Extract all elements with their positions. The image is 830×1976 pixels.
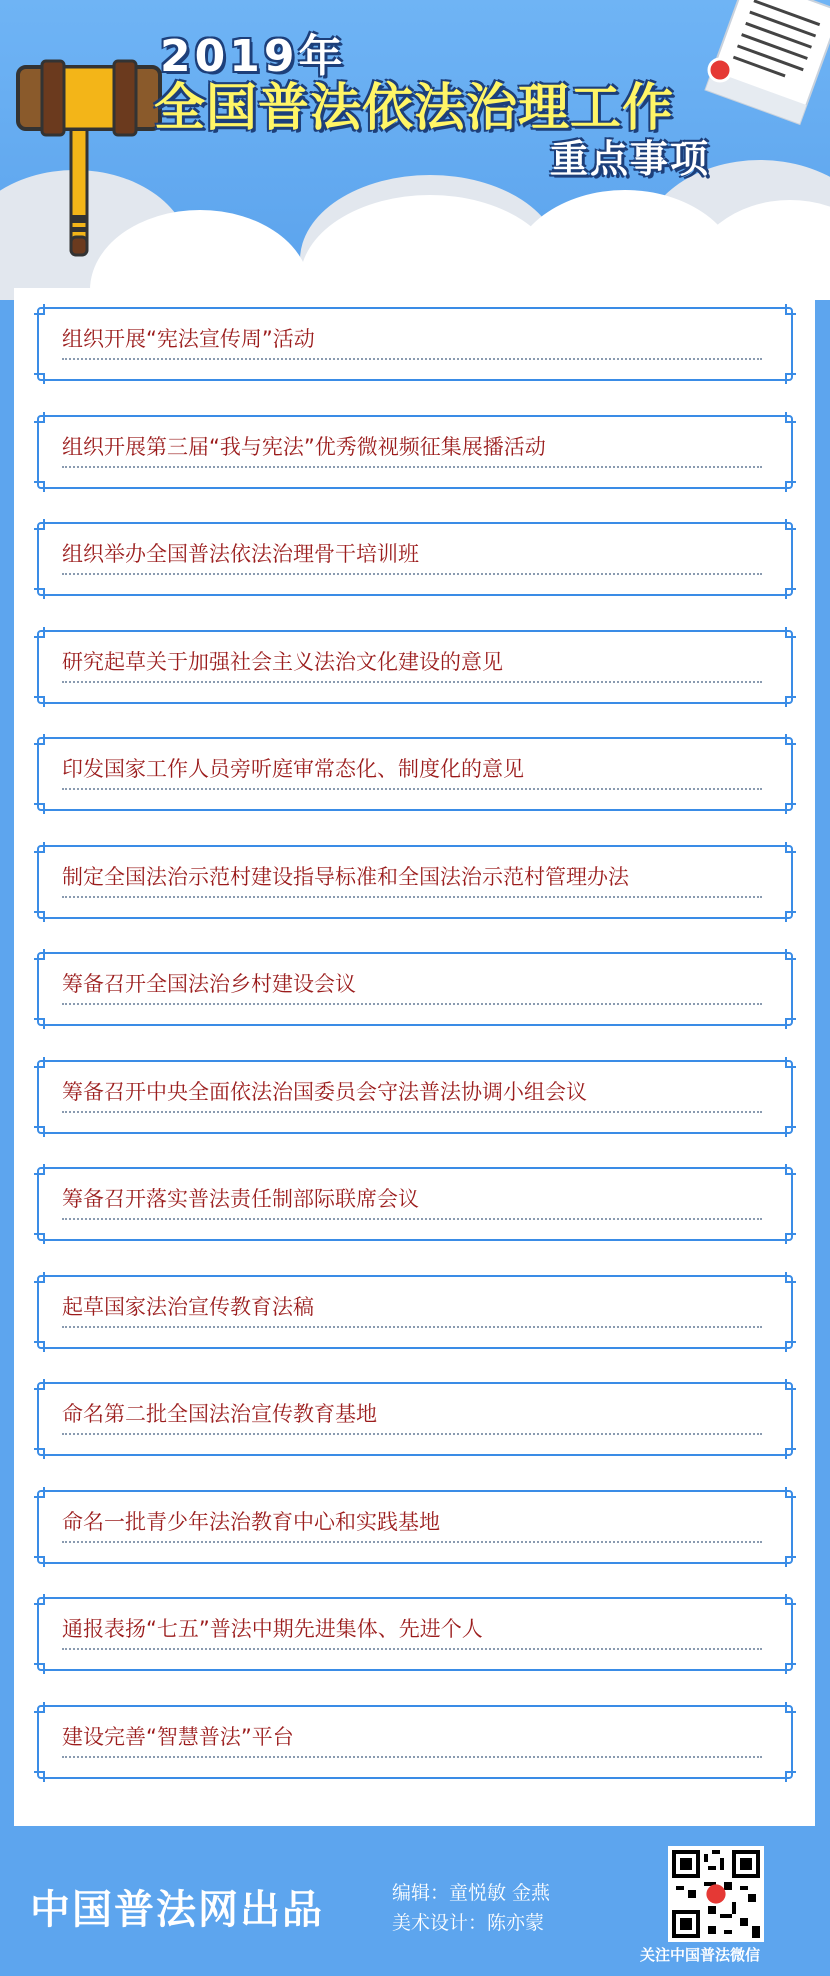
- list-item: [34, 1594, 796, 1674]
- dotted-underline: [62, 896, 762, 898]
- header-title: 全国普法依法治理工作: [154, 79, 675, 138]
- dotted-underline: [62, 1756, 762, 1758]
- list-item: [34, 949, 796, 1029]
- header-subtitle: 重点事项: [550, 137, 711, 181]
- gavel-icon: [14, 55, 164, 265]
- dotted-underline: [62, 1433, 762, 1435]
- list-item-text: 命名一批青少年法治教育中心和实践基地: [62, 1509, 440, 1534]
- dotted-underline: [62, 1541, 762, 1543]
- footer-brand: 中国普法网出品: [30, 1886, 324, 1933]
- qr-code-icon: [672, 1850, 760, 1938]
- list-item-text: 筹备召开全国法治乡村建设会议: [62, 972, 356, 996]
- dotted-underline: [62, 1003, 762, 1005]
- dotted-underline: [62, 358, 762, 360]
- document-icon: [690, 0, 830, 128]
- list-item-text: 建设完善“智慧普法”平台: [62, 1724, 294, 1749]
- list-item-text: 研究起草关于加强社会主义法治文化建设的意见: [62, 649, 503, 674]
- dotted-underline: [62, 1648, 762, 1650]
- list-item-text: 组织举办全国普法依法治理骨干培训班: [62, 542, 419, 566]
- list-item-text: 制定全国法治示范村建设指导标准和全国法治示范村管理办法: [62, 864, 629, 889]
- list-item-text: 组织开展第三届“我与宪法”优秀微视频征集展播活动: [62, 434, 546, 459]
- footer-designer: 美术设计：陈亦蒙: [392, 1912, 545, 1934]
- qr-caption: 关注中国普法微信: [640, 1946, 761, 1964]
- list-item-text: 筹备召开落实普法责任制部际联席会议: [62, 1187, 419, 1211]
- list-item: [34, 1057, 796, 1137]
- dotted-underline: [62, 681, 762, 683]
- dotted-underline: [62, 1218, 762, 1220]
- list-item: [34, 1379, 796, 1459]
- list-item-text: 命名第二批全国法治宣传教育基地: [62, 1402, 377, 1426]
- list-item-text: 组织开展“宪法宣传周”活动: [62, 327, 315, 351]
- footer-editors: 编辑：童悦敏 金燕: [392, 1882, 551, 1904]
- list-item: [34, 412, 796, 492]
- items-panel: [14, 288, 815, 1826]
- list-item-text: 起草国家法治宣传教育法稿: [62, 1294, 314, 1319]
- dotted-underline: [62, 788, 762, 790]
- list-item: [34, 1487, 796, 1567]
- list-item-text: 印发国家工作人员旁听庭审常态化、制度化的意见: [62, 757, 524, 781]
- dotted-underline: [62, 1111, 762, 1113]
- list-item-text: 通报表扬“七五”普法中期先进集体、先进个人: [62, 1617, 483, 1641]
- header-year: 2019年: [160, 31, 347, 82]
- list-item: [34, 304, 796, 384]
- list-item: [34, 627, 796, 707]
- list-item: [34, 1702, 796, 1782]
- footer: [0, 1826, 830, 1976]
- list-item: [34, 734, 796, 814]
- header-banner: [0, 0, 830, 300]
- list-item-text: 筹备召开中央全面依法治国委员会守法普法协调小组会议: [62, 1079, 587, 1104]
- list-item: [34, 842, 796, 922]
- list-item: [34, 519, 796, 599]
- list-item: [34, 1164, 796, 1244]
- dotted-underline: [62, 466, 762, 468]
- dotted-underline: [62, 1326, 762, 1328]
- dotted-underline: [62, 573, 762, 575]
- list-item: [34, 1272, 796, 1352]
- qr-code[interactable]: [668, 1846, 764, 1942]
